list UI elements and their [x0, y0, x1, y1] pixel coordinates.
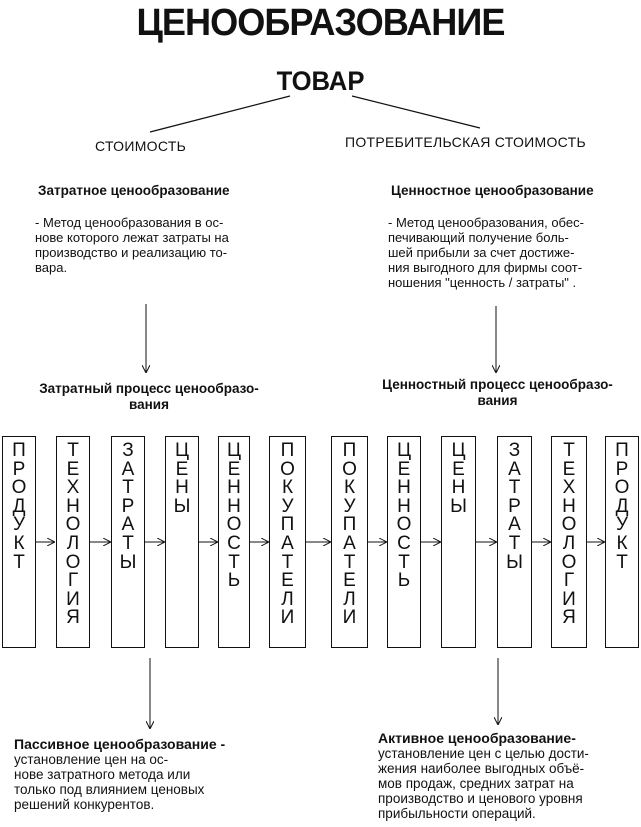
- branch-label-cost: СТОИМОСТЬ: [95, 138, 187, 154]
- chain-box-cost-5: ЦЕННОСТЬ: [218, 436, 250, 648]
- chain-box-value-2: ЦЕННОСТЬ: [387, 436, 421, 648]
- process-title-cost-based: Затратный процесс ценообразо- вания: [39, 381, 259, 412]
- outcome-title-active: Активное ценообразование-: [378, 730, 576, 746]
- chain-box-value-3: ЦЕНЫ: [441, 436, 476, 648]
- method-title-value-based: Ценностное ценообразование: [391, 183, 594, 198]
- tree-line-right: [352, 96, 480, 128]
- method-title-cost-based: Затратное ценообразование: [38, 183, 230, 198]
- process-title-value-based: Ценностный процесс ценообразо- вания: [382, 377, 613, 408]
- chain-box-value-1: ПОКУПАТЕЛИ: [331, 436, 368, 648]
- outcome-title-passive: Пассивное ценообразование -: [14, 736, 226, 752]
- branch-label-consumer-value: ПОТРЕБИТЕЛЬСКАЯ СТОИМОСТЬ: [345, 134, 586, 150]
- chain-box-cost-3: ЗАТРАТЫ: [111, 436, 145, 648]
- diagram-title: ЦЕНООБРАЗОВАНИЕ: [136, 2, 505, 44]
- chain-box-value-5: ТЕХНОЛОГИЯ: [551, 436, 587, 648]
- method-description-cost-based: - Метод ценообразования в ос- нове которого лежат затраты на производство и реализацию то- вара.: [35, 215, 229, 275]
- chain-box-value-4: ЗАТРАТЫ: [497, 436, 532, 648]
- outcome-passive-pricing: Пассивное ценообразование - установление цен на ос- нове затратного метода или только под влиянием ценовых решений конкурентов.: [14, 736, 314, 812]
- method-description-value-based: - Метод ценообразования, обес- печивающий получение боль- шей прибыли за счет достиже- ния выгодного для фирмы соот- ношения "ценность / затраты" .: [388, 215, 584, 290]
- chain-box-value-6: ПРОДУКТ: [605, 436, 639, 648]
- root-node-product: ТОВАР: [276, 66, 365, 96]
- chain-box-cost-4: ЦЕНЫ: [165, 436, 199, 648]
- chain-box-cost-6: ПОКУПАТЕЛИ: [269, 436, 306, 648]
- chain-box-cost-1: ПРОДУКТ: [2, 436, 36, 648]
- chain-box-cost-2: ТЕХНОЛОГИЯ: [56, 436, 90, 648]
- outcome-active-pricing: Активное ценообразование- установление цен с целью дости- жения наиболее выгодных объё- мов продаж, средних затрат на производство и ценового уровня прибыльности операций.: [378, 730, 640, 821]
- tree-line-left: [150, 96, 290, 132]
